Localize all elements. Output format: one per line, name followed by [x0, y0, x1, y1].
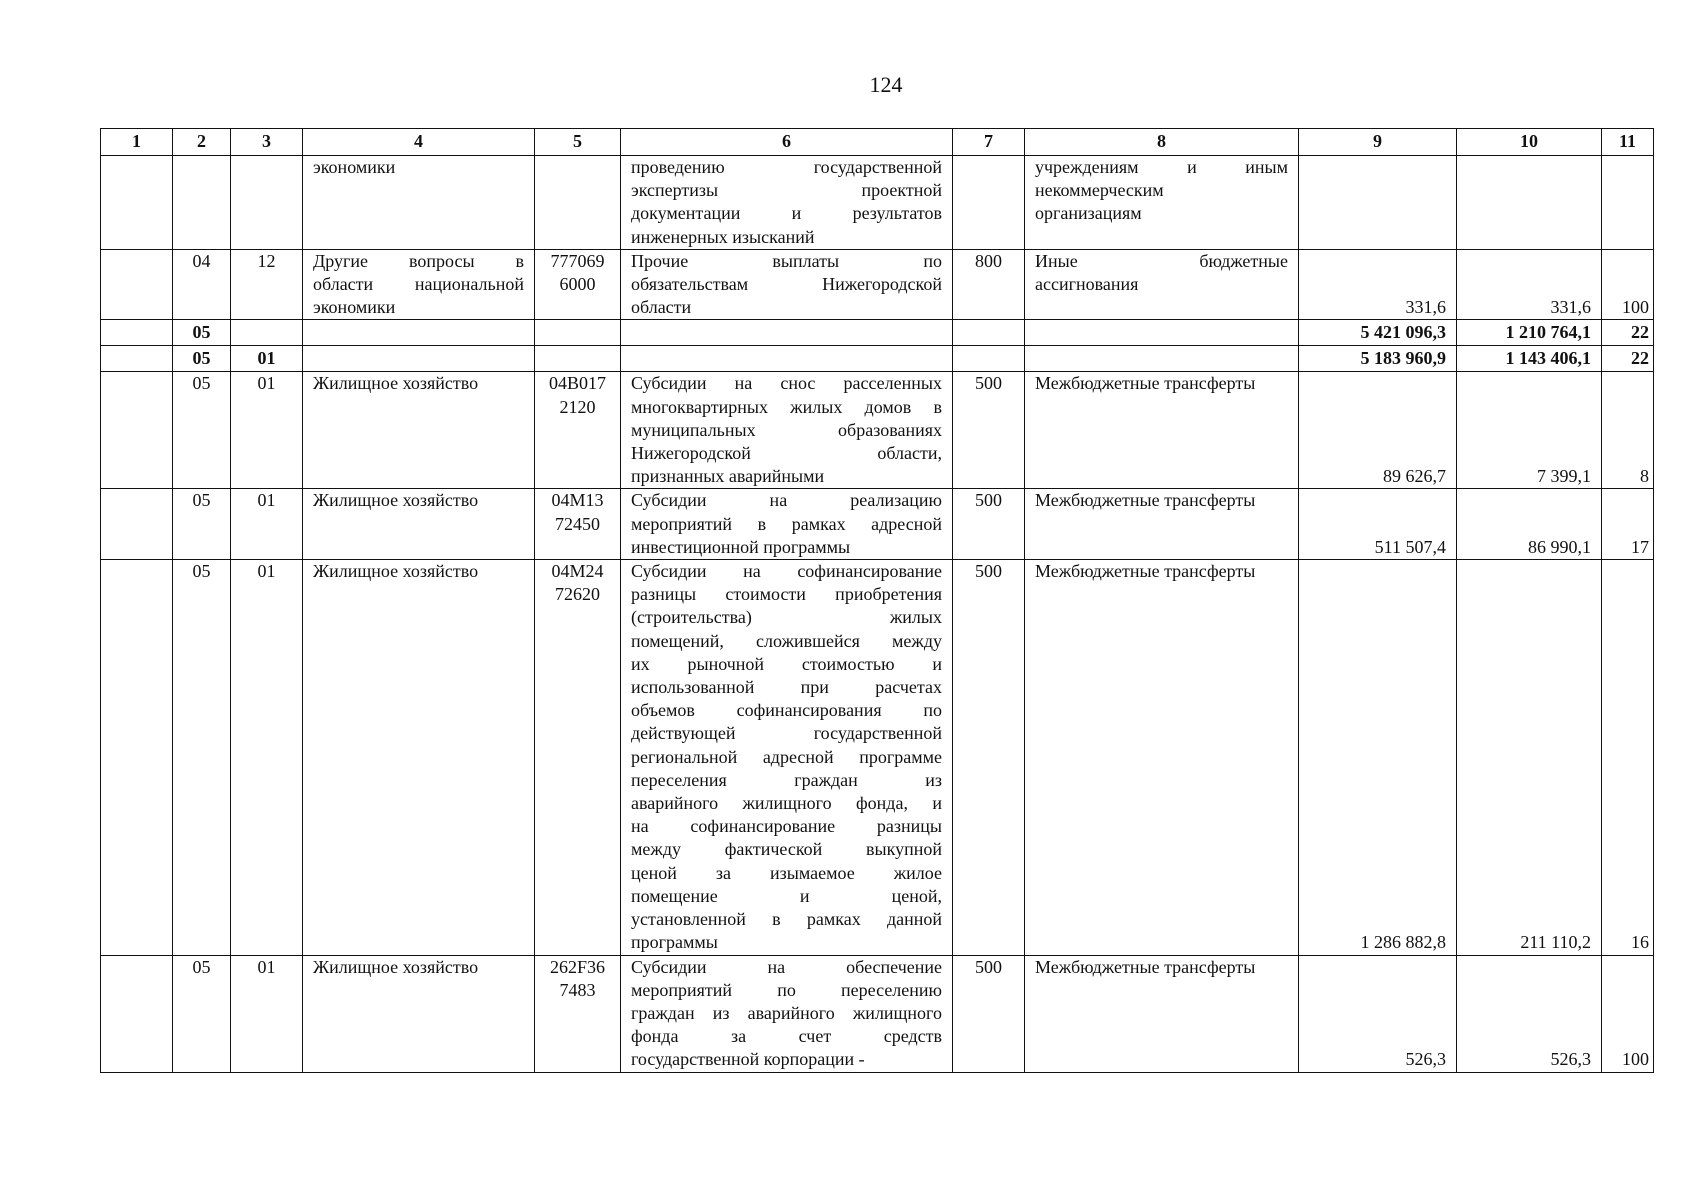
- cell-percent: 8: [1602, 372, 1654, 489]
- cell-line: Субсидии на реализацию: [631, 490, 942, 511]
- cell-line: программы: [631, 932, 718, 953]
- cell-subsection: 01: [231, 560, 303, 955]
- cell-expense-type: 800: [953, 249, 1025, 320]
- cell-line: области: [631, 297, 692, 318]
- cell-section-name: [303, 489, 535, 560]
- cell-line: 2120: [559, 396, 596, 417]
- cell-percent: [1602, 156, 1654, 250]
- cell-percent: 22: [1602, 320, 1654, 346]
- table-row: [101, 372, 1654, 489]
- cell-target-code: [535, 320, 621, 346]
- cell-percent: 22: [1602, 346, 1654, 372]
- cell-line: 04М13: [551, 490, 604, 511]
- cell-line: некоммерческим: [1035, 180, 1164, 201]
- col-header-1: 1: [101, 129, 173, 156]
- cell-expense-type: 500: [953, 955, 1025, 1072]
- cell-percent: 100: [1602, 249, 1654, 320]
- cell-expense-name: [1025, 372, 1299, 489]
- cell-expense-type: 500: [953, 372, 1025, 489]
- cell-line: Прочие выплаты по: [631, 250, 942, 271]
- cell-section: 05: [173, 346, 231, 372]
- cell-section: 05: [173, 489, 231, 560]
- cell-target-code: [535, 955, 621, 1072]
- cell-section: 05: [173, 955, 231, 1072]
- cell-actual-amount: 7 399,1: [1457, 372, 1602, 489]
- total-row: [101, 346, 1654, 372]
- cell-line: региональной адресной программе: [631, 746, 942, 767]
- cell-expense-type: 500: [953, 560, 1025, 955]
- cell-line: установленной в рамках данной: [631, 909, 942, 930]
- cell-col1: [101, 955, 173, 1072]
- cell-line: Межбюджетные трансферты: [1035, 490, 1256, 511]
- cell-line: 04В017: [548, 373, 606, 394]
- cell-line: Иные бюджетные: [1035, 250, 1288, 271]
- header-row: [101, 129, 1654, 156]
- cell-line: мероприятий по переселению: [631, 979, 942, 1000]
- cell-actual-amount: 211 110,2: [1457, 560, 1602, 955]
- cell-line: 7483: [559, 979, 596, 1000]
- cell-line: Межбюджетные трансферты: [1035, 561, 1256, 582]
- cell-section-name: [303, 249, 535, 320]
- col-header-6: 6: [621, 129, 953, 156]
- table-row: [101, 955, 1654, 1072]
- cell-line: их рыночной стоимостью и: [631, 653, 942, 674]
- cell-line: на софинансирование разницы: [631, 816, 942, 837]
- table-row: [101, 156, 1654, 250]
- cell-line: инвестиционной программы: [631, 536, 851, 557]
- cell-line: Жилищное хозяйство: [313, 956, 479, 977]
- cell-line: Субсидии на софинансирование: [631, 561, 942, 582]
- cell-line: 04М24: [551, 561, 604, 582]
- cell-expense-type: 500: [953, 489, 1025, 560]
- cell-line: (строительства) жилых: [631, 607, 942, 628]
- cell-actual-amount: 1 210 764,1: [1457, 320, 1602, 346]
- cell-col1: [101, 489, 173, 560]
- cell-line: 72620: [555, 584, 600, 605]
- cell-expense-type: [953, 320, 1025, 346]
- cell-expense-name: [1025, 955, 1299, 1072]
- cell-line: документации и результатов: [631, 203, 942, 224]
- cell-actual-amount: 86 990,1: [1457, 489, 1602, 560]
- cell-line: учреждениям и иным: [1035, 157, 1288, 177]
- cell-line: 6000: [559, 274, 596, 295]
- cell-line: использованной при расчетах: [631, 677, 942, 698]
- budget-table: [100, 128, 1654, 1073]
- cell-line: Жилищное хозяйство: [313, 373, 479, 394]
- cell-line: между фактической выкупной: [631, 839, 942, 860]
- cell-line: экспертизы проектной: [631, 180, 942, 201]
- cell-plan-amount: 5 421 096,3: [1299, 320, 1457, 346]
- cell-section-name: [303, 372, 535, 489]
- cell-section: 05: [173, 372, 231, 489]
- cell-line: переселения граждан из: [631, 769, 942, 790]
- cell-line: 262F36: [549, 956, 605, 977]
- col-header-5: 5: [535, 129, 621, 156]
- cell-target-code: [535, 346, 621, 372]
- col-header-9: 9: [1299, 129, 1457, 156]
- cell-subsection: 12: [231, 249, 303, 320]
- cell-expense-type: [953, 156, 1025, 250]
- cell-subsection: 01: [231, 346, 303, 372]
- cell-actual-amount: 1 143 406,1: [1457, 346, 1602, 372]
- cell-line: аварийного жилищного фонда, и: [631, 793, 942, 814]
- table-row: [101, 489, 1654, 560]
- cell-col1: [101, 320, 173, 346]
- cell-actual-amount: [1457, 156, 1602, 250]
- cell-line: Субсидии на обеспечение: [631, 956, 942, 977]
- cell-plan-amount: 331,6: [1299, 249, 1457, 320]
- cell-description: [621, 489, 953, 560]
- cell-line: Жилищное хозяйство: [313, 490, 479, 511]
- cell-description: [621, 560, 953, 955]
- cell-line: Нижегородской области,: [631, 443, 942, 464]
- cell-percent: 16: [1602, 560, 1654, 955]
- cell-description: [621, 249, 953, 320]
- cell-line: Межбюджетные трансферты: [1035, 373, 1256, 394]
- cell-col1: [101, 346, 173, 372]
- cell-plan-amount: 511 507,4: [1299, 489, 1457, 560]
- cell-target-code: [535, 489, 621, 560]
- cell-line: ассигнования: [1035, 274, 1139, 295]
- cell-line: 72450: [555, 513, 600, 534]
- col-header-10: 10: [1457, 129, 1602, 156]
- cell-percent: 17: [1602, 489, 1654, 560]
- cell-target-code: [535, 156, 621, 250]
- cell-line: помещение и ценой,: [631, 885, 942, 906]
- cell-section-name: [303, 156, 535, 250]
- cell-line: многоквартирных жилых домов в: [631, 396, 942, 417]
- cell-col1: [101, 156, 173, 250]
- cell-expense-name: [1025, 489, 1299, 560]
- cell-subsection: 01: [231, 489, 303, 560]
- page-number: 124: [869, 72, 903, 97]
- cell-subsection: 01: [231, 372, 303, 489]
- cell-expense-name: [1025, 560, 1299, 955]
- cell-line: действующей государственной: [631, 723, 942, 744]
- cell-line: Жилищное хозяйство: [313, 561, 479, 582]
- cell-target-code: [535, 372, 621, 489]
- cell-line: государственной корпорации -: [631, 1049, 865, 1070]
- cell-line: Другие вопросы в: [313, 250, 524, 271]
- cell-subsection: 01: [231, 955, 303, 1072]
- cell-line: проведению государственной: [631, 157, 942, 177]
- cell-expense-type: [953, 346, 1025, 372]
- table-body: [101, 156, 1654, 1073]
- cell-line: граждан из аварийного жилищного: [631, 1002, 942, 1023]
- cell-expense-name: [1025, 346, 1299, 372]
- cell-target-code: [535, 560, 621, 955]
- cell-section-name: [303, 346, 535, 372]
- cell-line: разницы стоимости приобретения: [631, 584, 942, 605]
- cell-plan-amount: 5 183 960,9: [1299, 346, 1457, 372]
- cell-section: 05: [173, 560, 231, 955]
- cell-line: ценой за изымаемое жилое: [631, 862, 942, 883]
- cell-section-name: [303, 560, 535, 955]
- cell-percent: 100: [1602, 955, 1654, 1072]
- col-header-2: 2: [173, 129, 231, 156]
- col-header-11: 11: [1602, 129, 1654, 156]
- col-header-3: 3: [231, 129, 303, 156]
- cell-description: [621, 372, 953, 489]
- cell-line: организациям: [1035, 203, 1142, 224]
- table-row: [101, 249, 1654, 320]
- cell-line: признанных аварийными: [631, 466, 825, 487]
- cell-section-name: [303, 320, 535, 346]
- cell-expense-name: [1025, 156, 1299, 250]
- cell-description: [621, 320, 953, 346]
- cell-col1: [101, 560, 173, 955]
- cell-line: фонда за счет средств: [631, 1026, 942, 1047]
- cell-subsection: [231, 320, 303, 346]
- cell-expense-name: [1025, 249, 1299, 320]
- cell-actual-amount: 526,3: [1457, 955, 1602, 1072]
- cell-col1: [101, 372, 173, 489]
- cell-subsection: [231, 156, 303, 250]
- cell-description: [621, 346, 953, 372]
- cell-line: обязательствам Нижегородской: [631, 274, 942, 295]
- cell-line: мероприятий в рамках адресной: [631, 513, 942, 534]
- cell-section-name: [303, 955, 535, 1072]
- cell-line: экономики: [313, 157, 396, 177]
- cell-line: муниципальных образованиях: [631, 419, 942, 440]
- cell-line: помещений, сложившейся между: [631, 630, 942, 651]
- cell-line: экономики: [313, 297, 396, 318]
- cell-plan-amount: 526,3: [1299, 955, 1457, 1072]
- cell-expense-name: [1025, 320, 1299, 346]
- cell-line: области национальной: [313, 274, 524, 295]
- col-header-7: 7: [953, 129, 1025, 156]
- cell-actual-amount: 331,6: [1457, 249, 1602, 320]
- cell-line: Межбюджетные трансферты: [1035, 956, 1256, 977]
- cell-plan-amount: [1299, 156, 1457, 250]
- cell-line: 777069: [550, 250, 605, 271]
- cell-description: [621, 955, 953, 1072]
- col-header-8: 8: [1025, 129, 1299, 156]
- cell-line: объемов софинансирования по: [631, 700, 942, 721]
- cell-col1: [101, 249, 173, 320]
- total-row: [101, 320, 1654, 346]
- cell-description: [621, 156, 953, 250]
- col-header-4: 4: [303, 129, 535, 156]
- cell-section: 05: [173, 320, 231, 346]
- table-row: [101, 560, 1654, 955]
- cell-line: Субсидии на снос расселенных: [631, 373, 942, 394]
- cell-section: [173, 156, 231, 250]
- cell-line: инженерных изысканий: [631, 226, 815, 247]
- cell-plan-amount: 89 626,7: [1299, 372, 1457, 489]
- cell-target-code: [535, 249, 621, 320]
- cell-section: 04: [173, 249, 231, 320]
- cell-plan-amount: 1 286 882,8: [1299, 560, 1457, 955]
